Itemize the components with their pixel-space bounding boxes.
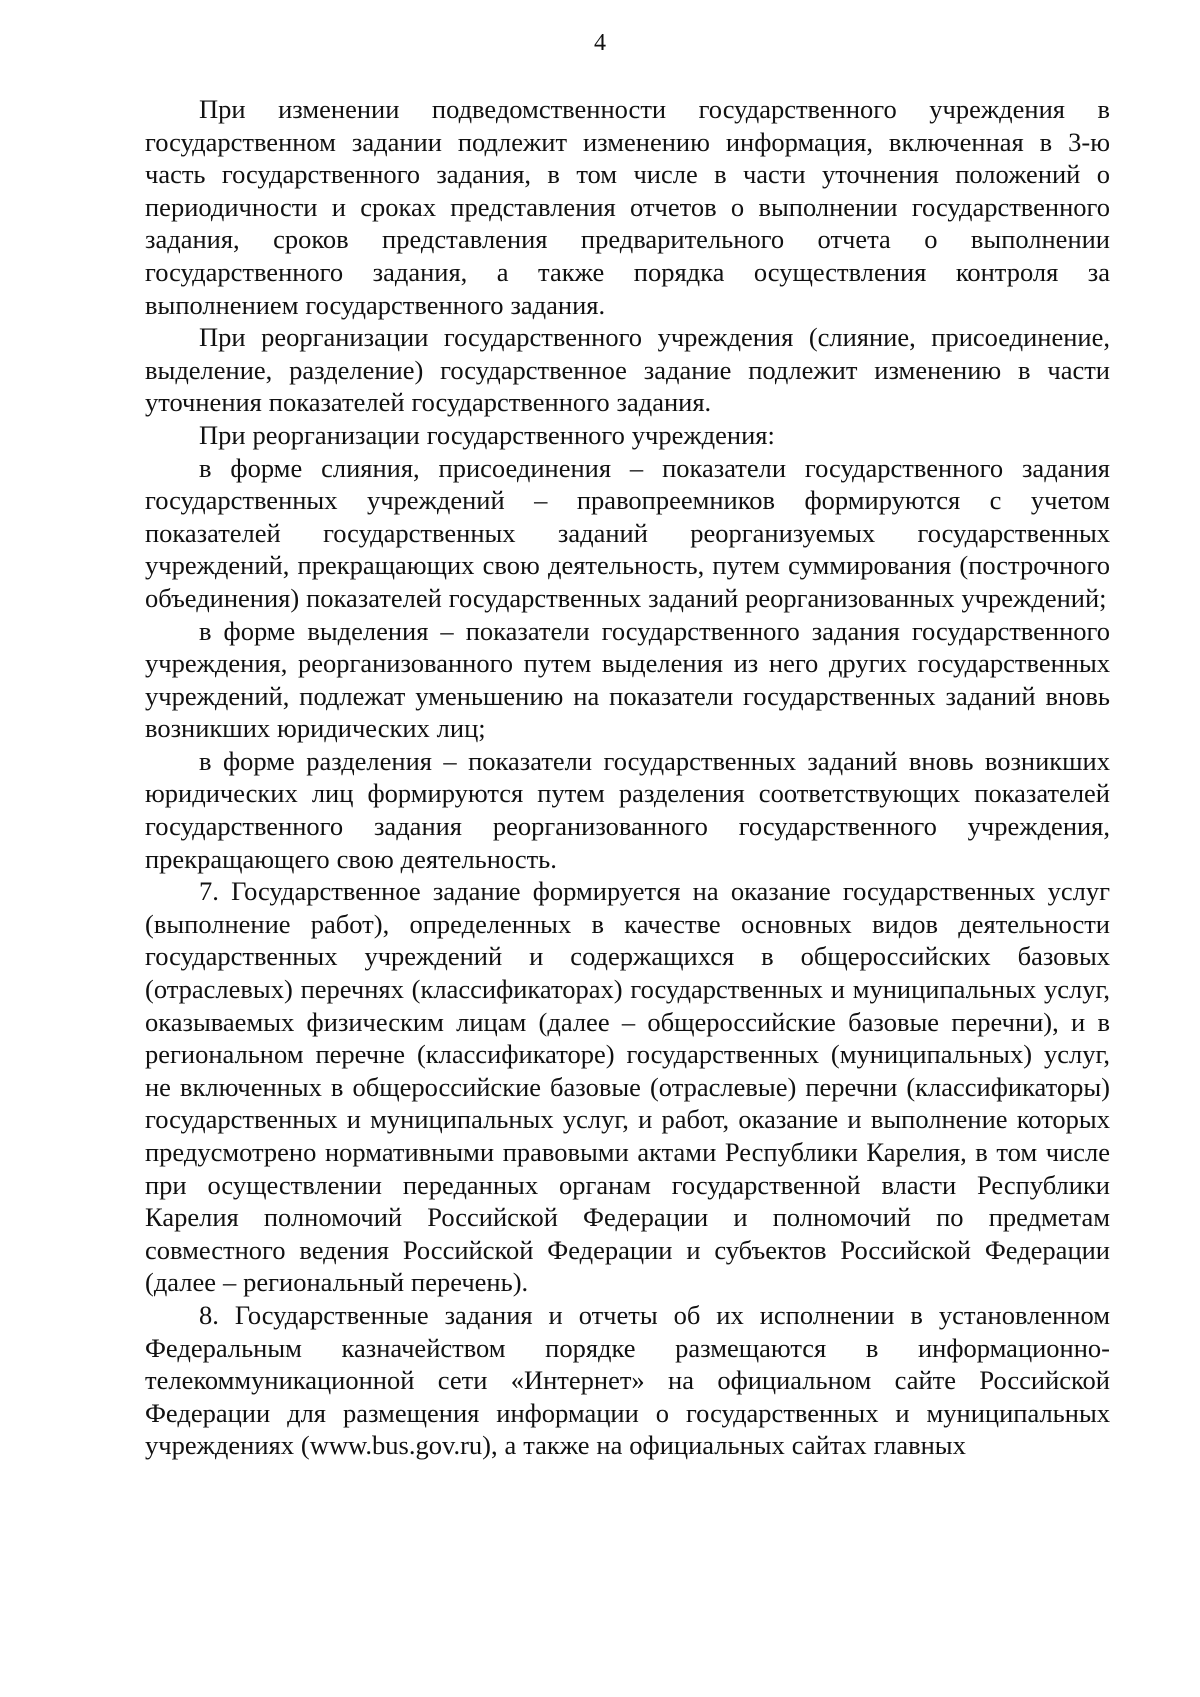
paragraph-merger: в форме слияния, присоединения – показатели государственного задания государственных учреждений – правопреемников формируются с учетом показателей государственных заданий реорганизуемых государственных учреждений, прекращающих свою деятельность, путем суммирования (построчного объединения) показателей государственных заданий реорганизованных учреждений; (145, 452, 1110, 613)
paragraph-division: в форме разделения – показатели государственных заданий вновь возникших юридических лиц формируются путем разделения соответствующих показателей государственного задания реорганизованного государственного учреждения, прекращающего свою деятельность. (145, 745, 1110, 874)
paragraph-item-7: 7. Государственное задание формируется на оказание государственных услуг (выполнение работ), определенных в качестве основных видов деятельности государственных учреждений и содержащихся в общероссийских базовых (отраслевых) перечнях (классификаторах) государственных и муниципальных услуг, оказываемых физическим лицам (далее – общероссийские базовые перечни), и в региональном перечне (классификаторе) государственных (муниципальных) услуг, не включенных в общероссийские базовые (отраслевые) перечни (классификаторы) государственных и муниципальных услуг, и работ, оказание и выполнение которых предусмотрено нормативными правовыми актами Республики Карелия, в том числе при осуществлении переданных органам государственной власти Республики Карелия полномочий Российской Федерации и полномочий по предметам совместного ведения Российской Федерации и субъектов Российской Федерации (далее – региональный перечень). (145, 876, 1110, 1298)
paragraph-subordination-change: При изменении подведомственности государственного учреждения в государственном задании подлежит изменению информация, включенная в 3-ю часть государственного задания, в том числе в части уточнения положений о периодичности и сроках представления отчетов о выполнении государственного задания, сроков представления предварительного отчета о выполнении государственного задания, а также порядка осуществления контроля за выполнением государственного задания. (145, 94, 1110, 320)
paragraph-reorganization: При реорганизации государственного учреждения (слияние, присоединение, выделение, разделение) государственное задание подлежит изменению в части уточнения показателей государственного задания. (145, 322, 1110, 418)
paragraph-spin-off: в форме выделения – показатели государственного задания государственного учреждения, реорганизованного путем выделения из него других государственных учреждений, подлежат уменьшению на показатели государственных заданий вновь возникших юридических лиц; (145, 615, 1110, 744)
paragraph-item-8: 8. Государственные задания и отчеты об их исполнении в установленном Федеральным казначейством порядке размещаются в информационно-телекоммуникационной сети «Интернет» на официальном сайте Российской Федерации для размещения информации о государственных и муниципальных учреждениях (www.bus.gov.ru), а также на официальных сайтах главных (145, 1299, 1110, 1461)
paragraph-reorganization-intro: При реорганизации государственного учреждения: (199, 419, 775, 450)
page-number: 4 (594, 30, 606, 56)
document-body (145, 93, 1110, 1462)
